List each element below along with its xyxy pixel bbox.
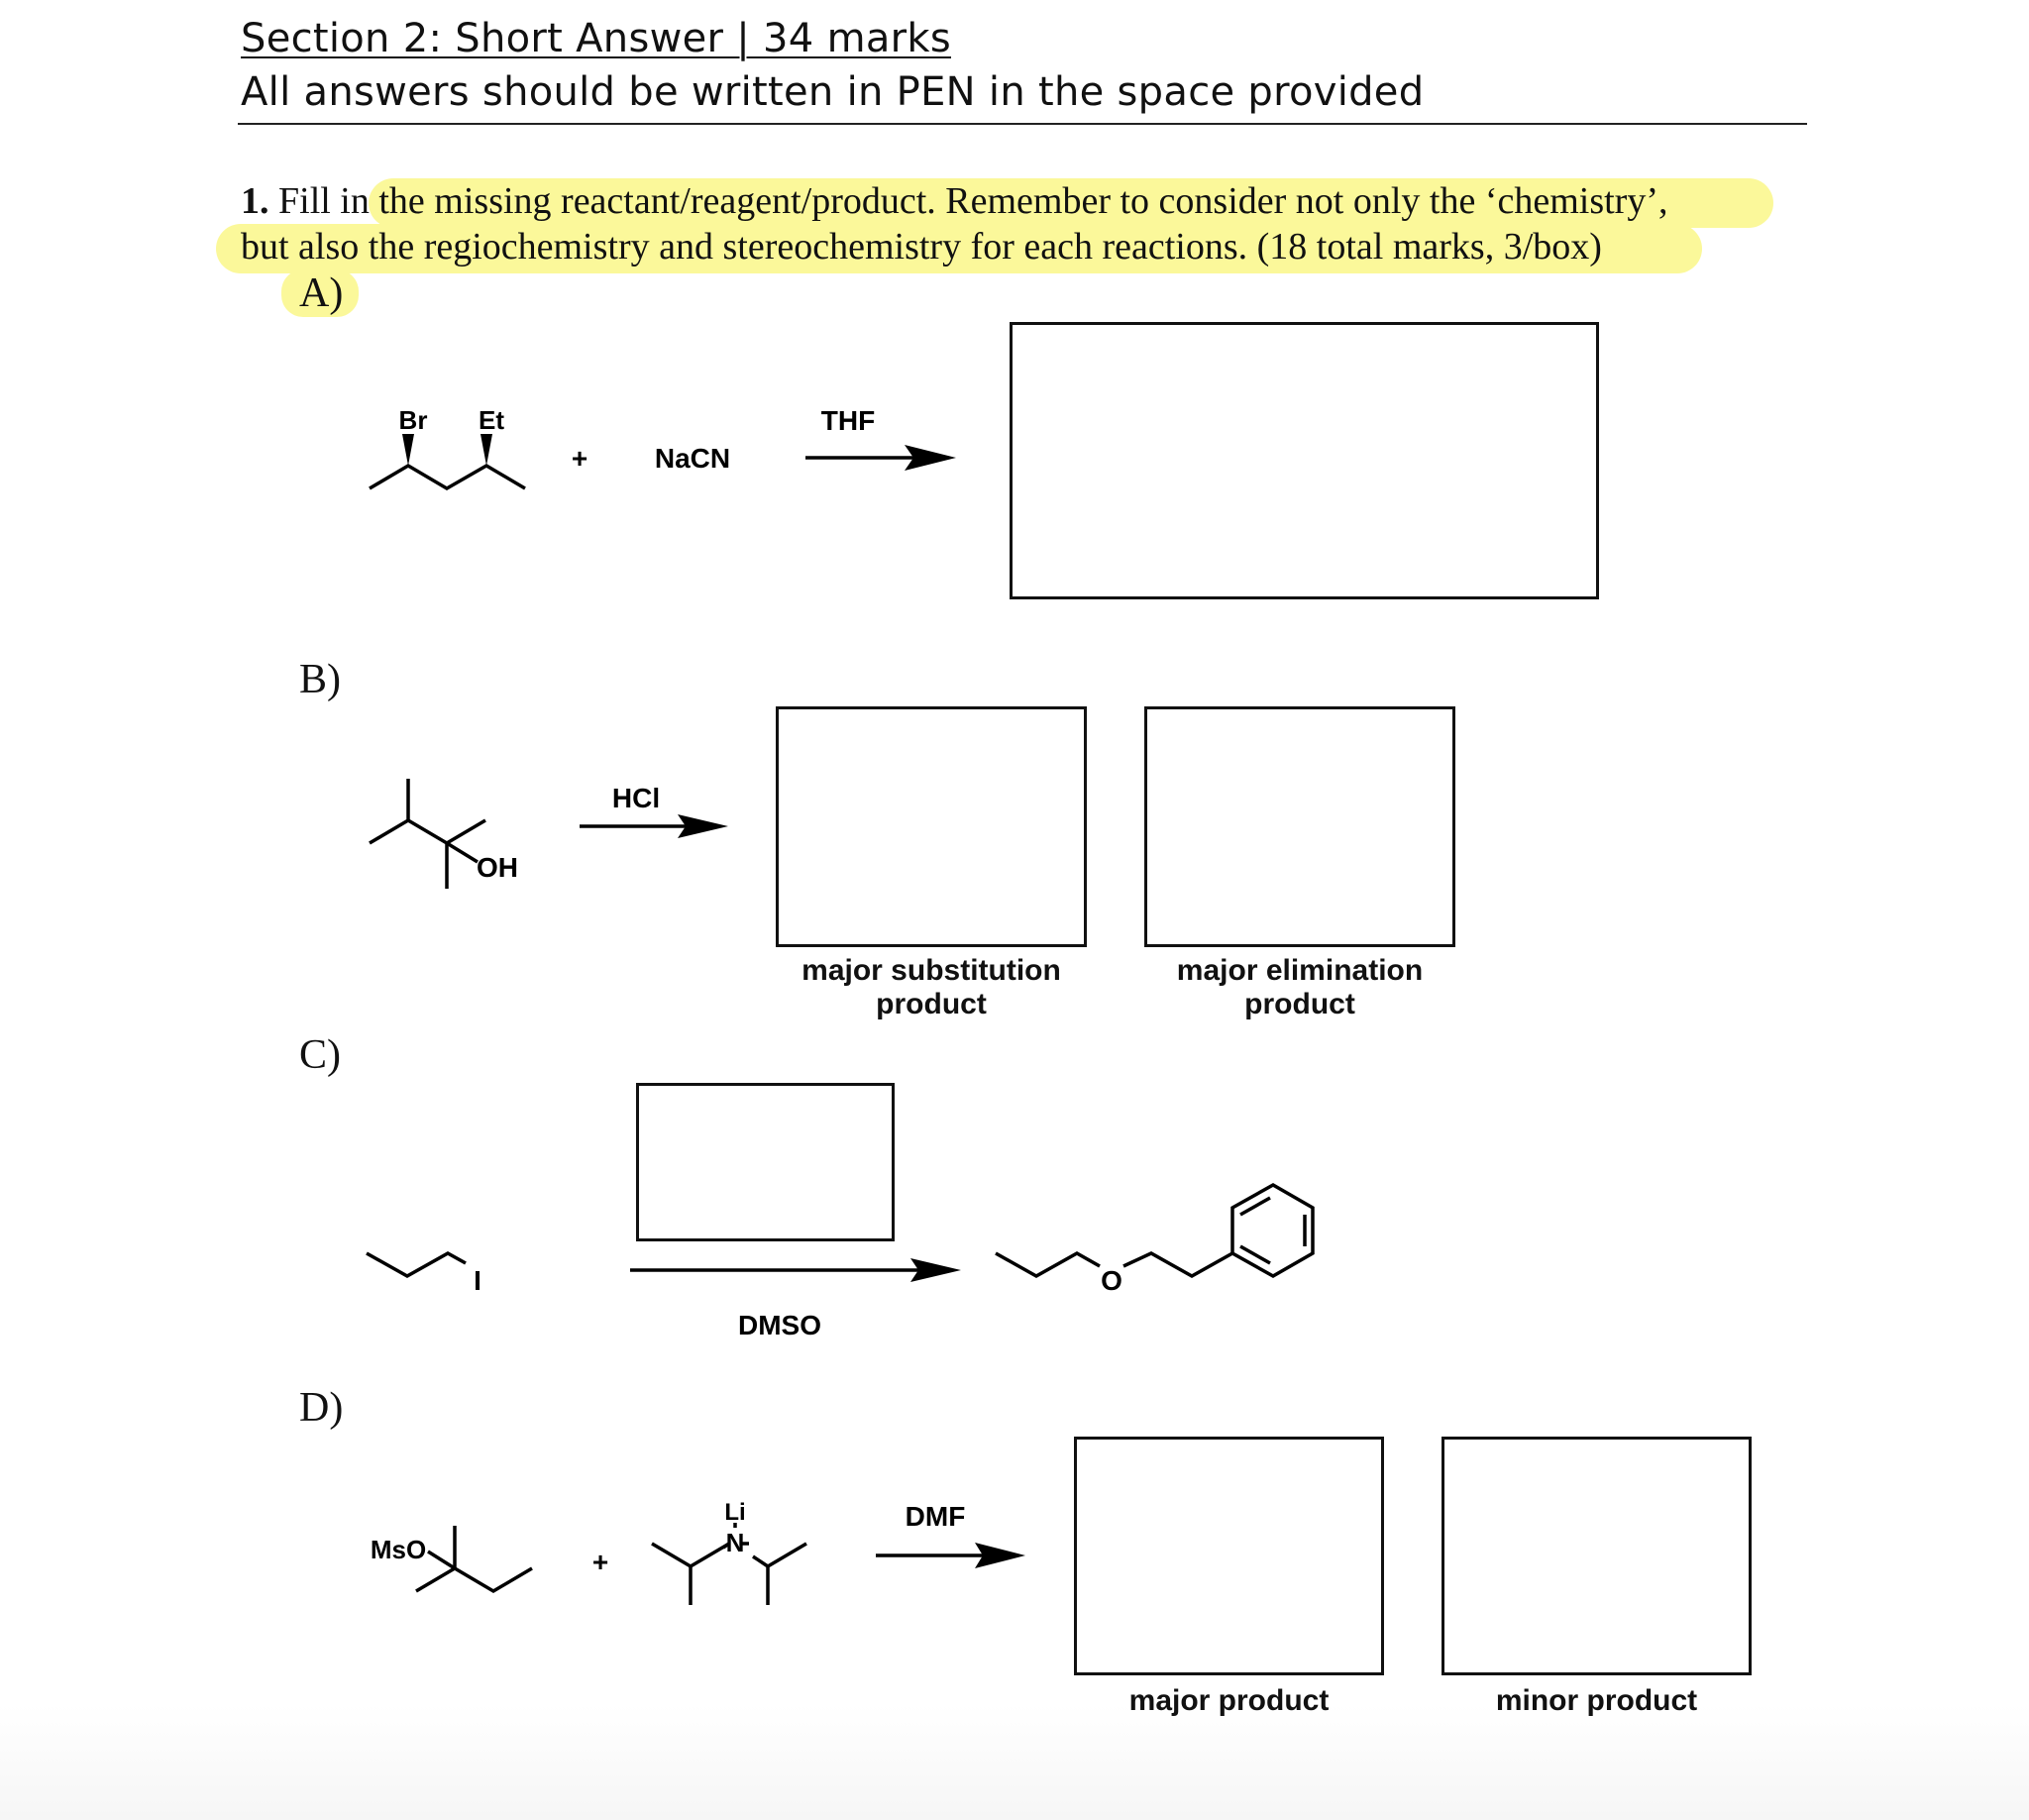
reaction-arrow-c bbox=[630, 1258, 961, 1282]
answer-box-d-major[interactable] bbox=[1074, 1437, 1384, 1675]
mesylate-label: MsO bbox=[370, 1535, 427, 1564]
hydroxyl-label: OH bbox=[477, 852, 518, 883]
answer-box-b-elimination[interactable] bbox=[1144, 706, 1455, 947]
benzene-ring bbox=[1232, 1185, 1313, 1276]
part-c-product bbox=[996, 1185, 1313, 1296]
question-text-2: but also the regiochemistry and stereochemistry for each reactions. (18 total marks, 3/box) bbox=[241, 226, 1602, 268]
caption-major-product: major product bbox=[1128, 1684, 1330, 1717]
reaction-arrow-d bbox=[876, 1543, 1025, 1568]
part-c-reactant bbox=[367, 1253, 481, 1296]
caption-elimination-line-2: product bbox=[1244, 988, 1355, 1020]
answer-box-d-minor[interactable] bbox=[1442, 1437, 1752, 1675]
condition-thf: THF bbox=[820, 405, 876, 436]
caption-minor-product: minor product bbox=[1495, 1684, 1698, 1717]
part-c-label: C) bbox=[299, 1032, 341, 1078]
part-a-reactant bbox=[370, 405, 525, 488]
plus-sign-d: + bbox=[591, 1547, 609, 1577]
question-number: 1. bbox=[241, 180, 269, 222]
iodo-label: I bbox=[474, 1265, 481, 1296]
reaction-arrow-a bbox=[805, 445, 956, 471]
part-d-base-lda bbox=[652, 1499, 806, 1605]
ether-oxygen-label: O bbox=[1101, 1265, 1122, 1296]
reaction-arrow-b bbox=[580, 814, 728, 838]
answer-box-b-substitution[interactable] bbox=[776, 706, 1087, 947]
caption-major-substitution bbox=[776, 954, 1087, 1021]
answer-box-c-reagent[interactable] bbox=[636, 1083, 895, 1241]
answer-box-a[interactable] bbox=[1010, 322, 1599, 599]
wedge-bond-br bbox=[402, 434, 414, 466]
solvent-dmso: DMSO bbox=[738, 1310, 821, 1340]
nitrogen-label: N bbox=[725, 1528, 745, 1557]
caption-substitution-line-1: major substitution bbox=[801, 954, 1061, 987]
part-b-label: B) bbox=[299, 657, 341, 702]
reagent-hcl: HCl bbox=[611, 783, 661, 813]
caption-substitution-line-2: product bbox=[876, 988, 987, 1020]
plus-sign-a: + bbox=[571, 443, 588, 474]
question-text-1: Fill in the missing reactant/reagent/product. Remember to consider not only the ‘chemistry’, bbox=[268, 180, 1668, 222]
wedge-bond-et bbox=[481, 434, 492, 466]
part-b-reactant bbox=[370, 779, 518, 889]
solvent-dmf: DMF bbox=[905, 1501, 966, 1532]
caption-elimination-line-1: major elimination bbox=[1176, 954, 1424, 987]
ethyl-label: Et bbox=[479, 405, 504, 435]
part-d-label: D) bbox=[299, 1385, 344, 1431]
part-a-label: A) bbox=[281, 269, 359, 317]
part-d-reactant bbox=[371, 1526, 532, 1591]
section-title: Section 2: Short Answer | 34 marks bbox=[241, 16, 951, 61]
caption-major-elimination bbox=[1144, 954, 1455, 1021]
bromo-label: Br bbox=[398, 405, 428, 435]
instruction-text: All answers should be written in PEN in the space provided bbox=[241, 69, 1425, 115]
lithium-label: Li bbox=[724, 1499, 746, 1526]
reagent-nacn: NaCN bbox=[654, 443, 731, 474]
